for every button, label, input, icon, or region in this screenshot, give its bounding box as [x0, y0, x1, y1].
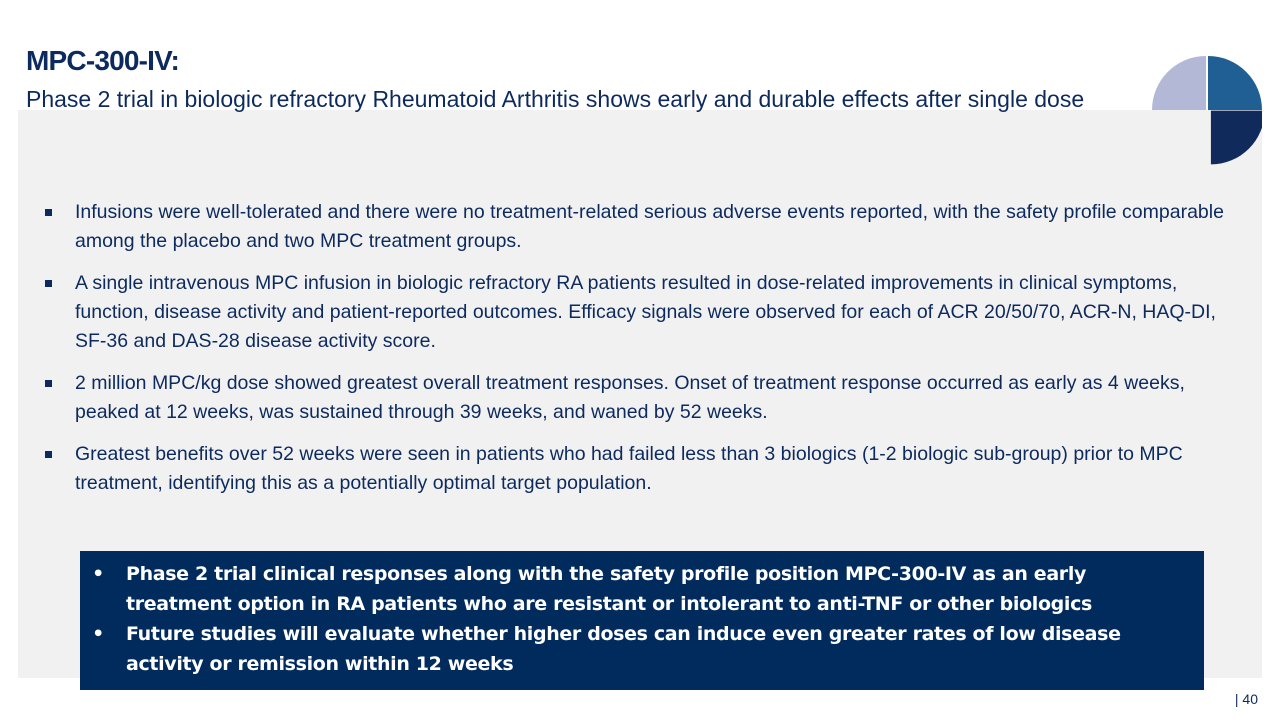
page-subtitle: Phase 2 trial in biologic refractory Rheumatoid Arthritis shows early and durable effects after single dose	[26, 86, 1085, 112]
list-item	[44, 269, 1234, 356]
list-item	[44, 369, 1234, 427]
callout-item	[88, 619, 1184, 679]
key-findings-list	[44, 198, 1234, 511]
square-bullet-icon	[45, 451, 52, 458]
bullet-dot: •	[92, 563, 104, 585]
bullet-dot: •	[92, 623, 104, 645]
list-item	[44, 198, 1234, 256]
brand-logo-icon	[1150, 54, 1262, 166]
square-bullet-icon	[45, 380, 52, 387]
list-item	[44, 440, 1234, 498]
square-bullet-icon	[45, 280, 52, 287]
page-title: MPC-300-IV:	[26, 45, 180, 76]
square-bullet-icon	[45, 209, 52, 216]
logo-lavender-quarter	[1152, 56, 1206, 110]
list-item-text: A single intravenous MPC infusion in biologic refractory RA patients resulted in dose-related improvements in clinical symptoms, function, disease activity and patient-reported outcomes. Efficacy signals were observed for each of ACR 20/50/70, ACR-N, HAQ-DI, SF-36 and DAS-28 disease activity score.	[75, 272, 1216, 352]
list-item-text: Infusions were well-tolerated and there were no treatment-related serious adverse events reported, with the safety profile comparable among the placebo and two MPC treatment groups.	[75, 201, 1224, 252]
list-item-text: Greatest benefits over 52 weeks were seen in patients who had failed less than 3 biologics (1-2 biologic sub-group) prior to MPC treatment, identifying this as a potentially optimal target population.	[75, 443, 1183, 494]
callout-item	[88, 559, 1184, 619]
callout-item-text: Future studies will evaluate whether higher doses can induce even greater rates of low disease activity or remission within 12 weeks	[126, 623, 1121, 675]
callout-item-text: Phase 2 trial clinical responses along with the safety profile position MPC-300-IV as an early treatment option in RA patients who are resistant or intolerant to anti-TNF or other biologics	[126, 563, 1092, 615]
conclusion-callout	[80, 551, 1204, 690]
logo-blue-quarter	[1208, 56, 1262, 110]
logo-navy-quarter	[1211, 111, 1262, 165]
list-item-text: 2 million MPC/kg dose showed greatest overall treatment responses. Onset of treatment response occurred as early as 4 weeks, peaked at 12 weeks, was sustained through 39 weeks, and waned by 52 weeks.	[75, 372, 1185, 423]
page-number: | 40	[1234, 691, 1258, 707]
